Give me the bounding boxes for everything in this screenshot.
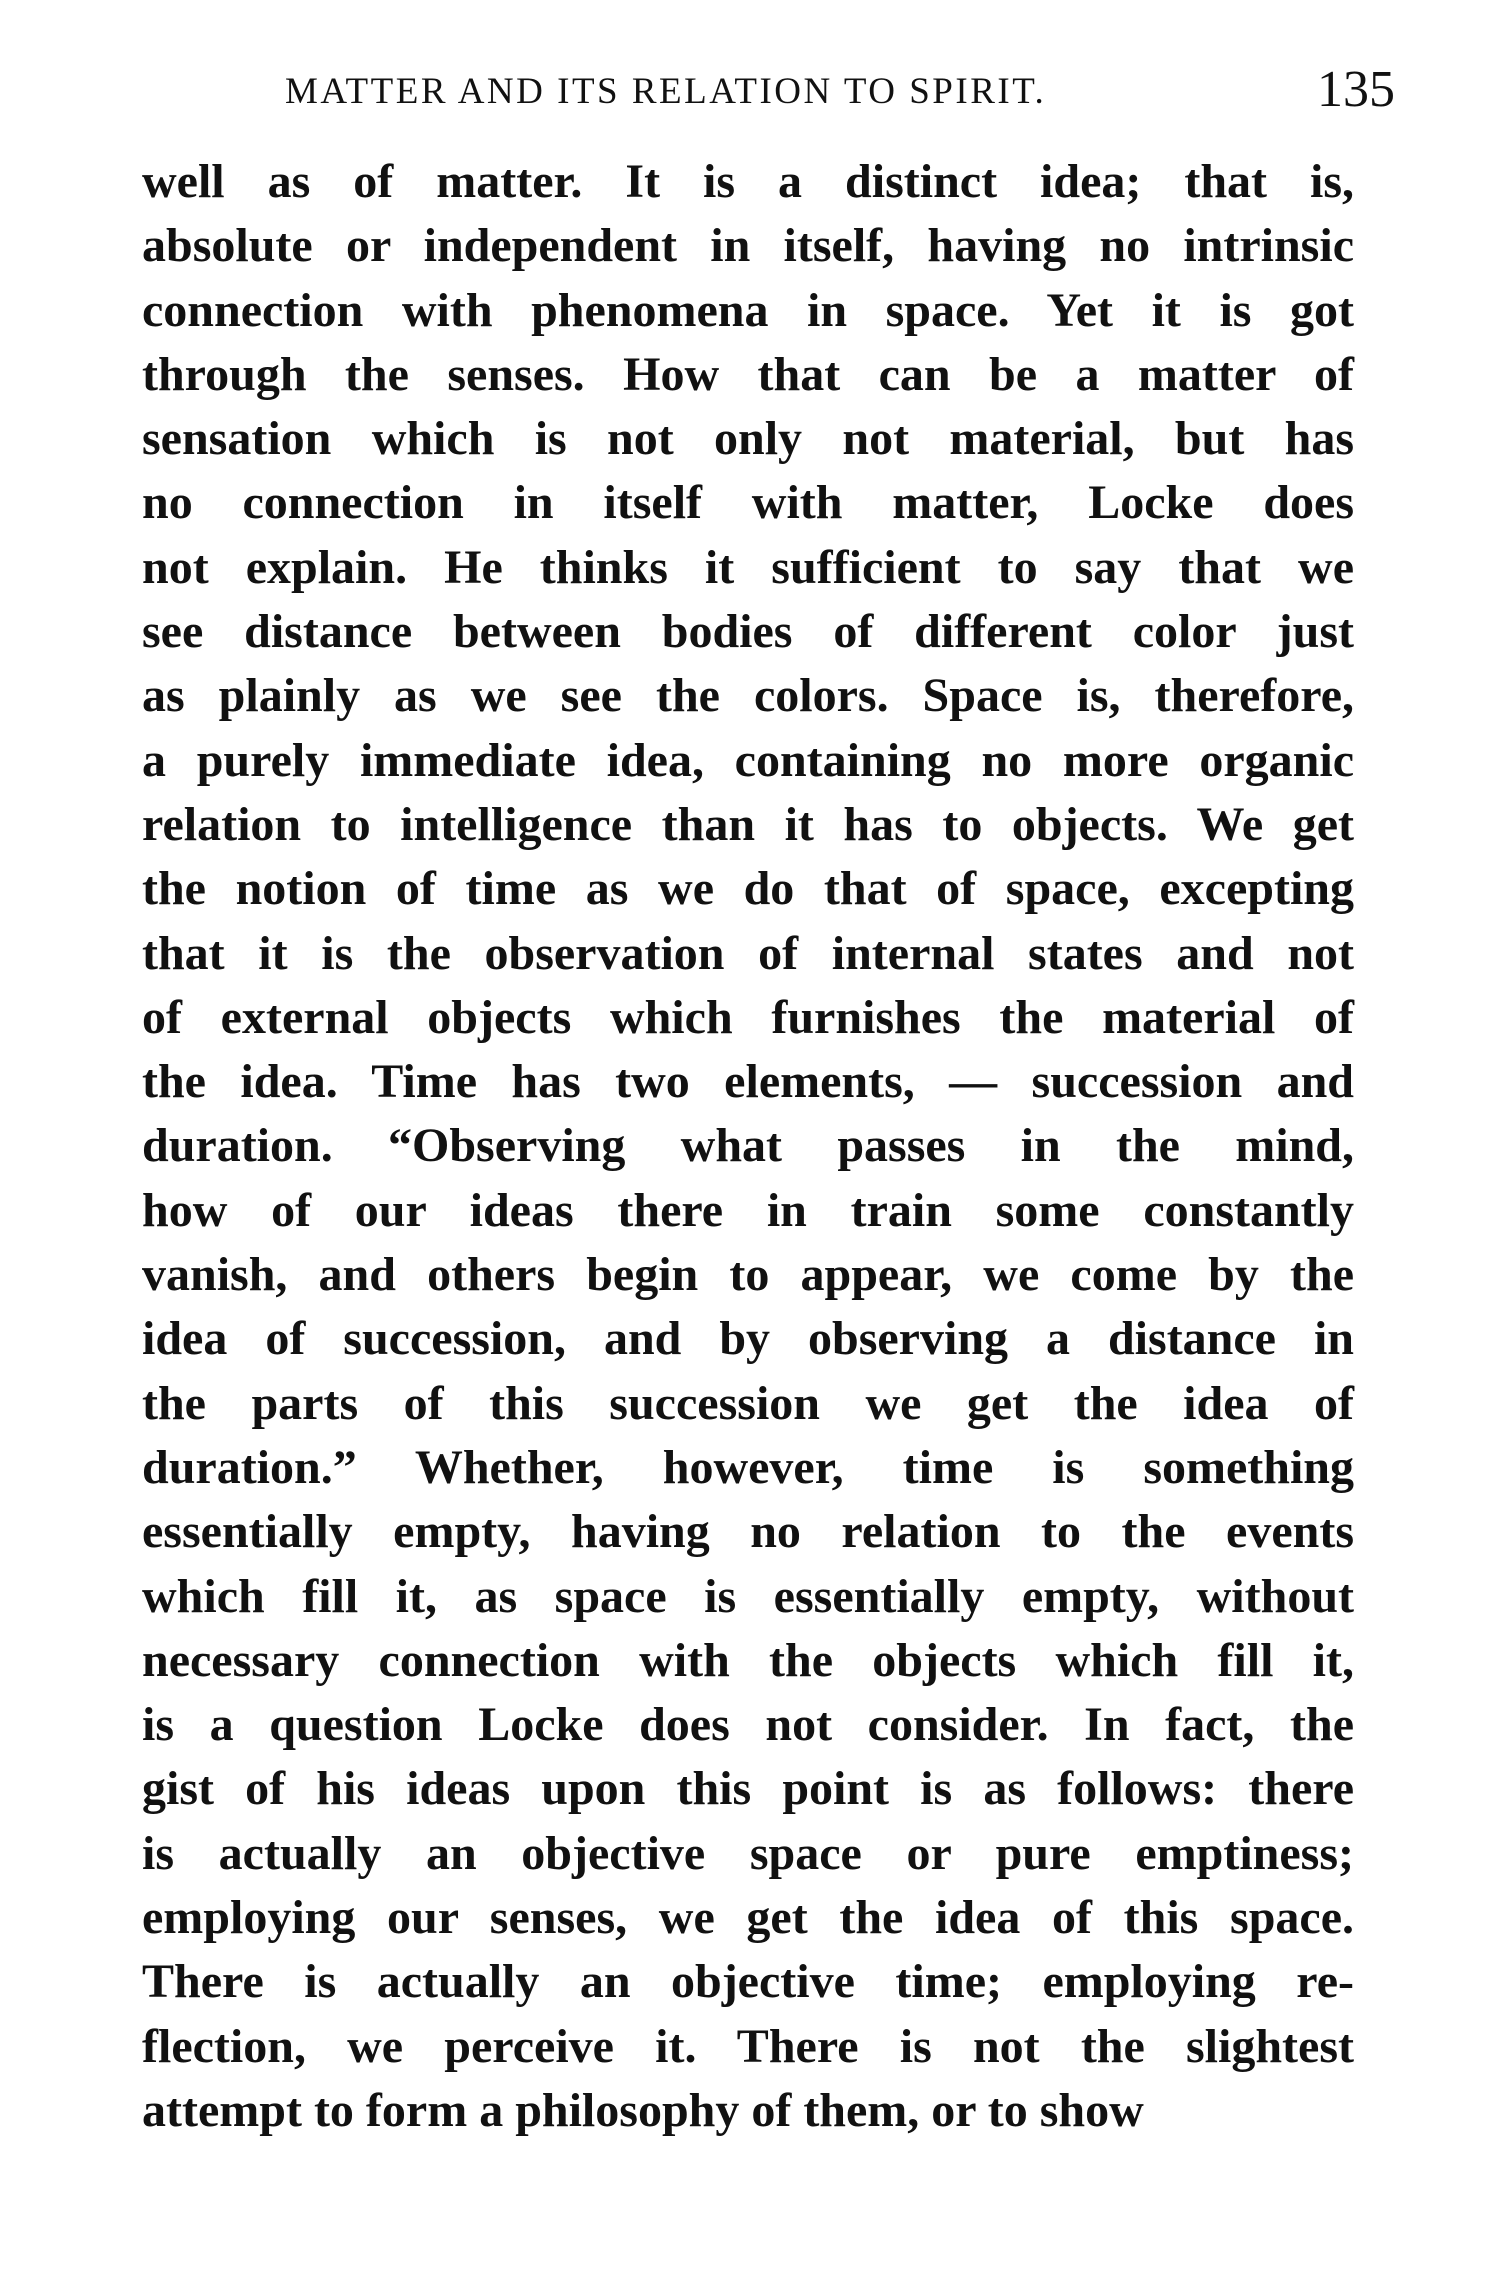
text-line: that it is the observation of internal states and not: [142, 926, 1354, 980]
body-text: [142, 150, 1354, 2143]
text-line: through the senses. How that can be a matter of: [142, 347, 1354, 401]
text-line: employing our senses, we get the idea of this space.: [142, 1891, 1354, 1945]
text-line: duration. “Observing what passes in the mind,: [142, 1119, 1354, 1173]
text-line: how of our ideas there in train some constantly: [142, 1183, 1354, 1237]
text-line: gist of his ideas upon this point is as follows: there: [142, 1762, 1354, 1816]
text-line: essentially empty, having no relation to the events: [142, 1505, 1354, 1559]
text-line: is a question Locke does not consider. In fact, the: [142, 1698, 1354, 1752]
text-line: flection, we perceive it. There is not the slightest: [142, 2019, 1354, 2073]
text-line: sensation which is not only not material, but has: [142, 412, 1354, 466]
running-title: MATTER AND ITS RELATION TO SPIRIT.: [285, 71, 1047, 112]
text-line: well as of matter. It is a distinct idea; that is,: [142, 155, 1354, 208]
text-line: absolute or independent in itself, having no intrinsic: [142, 219, 1354, 273]
text-line: necessary connection with the objects which fill it,: [142, 1633, 1354, 1687]
text-line: is actually an objective space or pure emptiness;: [142, 1826, 1354, 1880]
text-line: a purely immediate idea, containing no more organic: [142, 733, 1354, 787]
text-line: no connection in itself with matter, Locke does: [142, 476, 1354, 530]
text-line: connection with phenomena in space. Yet it is got: [142, 283, 1354, 337]
text-line: which fill it, as space is essentially empty, without: [142, 1569, 1354, 1623]
text-line: of external objects which furnishes the material of: [142, 990, 1354, 1044]
text-line: the parts of this succession we get the idea of: [142, 1376, 1354, 1430]
page-number: 135: [1317, 61, 1395, 118]
text-line: not explain. He thinks it sufficient to say that we: [142, 540, 1354, 594]
running-head: [285, 60, 1395, 120]
text-line: idea of succession, and by observing a distance in: [142, 1312, 1354, 1366]
text-line: duration.” Whether, however, time is something: [142, 1440, 1354, 1494]
text-line: There is actually an objective time; employing re-: [142, 1955, 1354, 2009]
text-line: relation to intelligence than it has to objects. We get: [142, 797, 1354, 851]
text-line: see distance between bodies of different color just: [142, 605, 1354, 659]
text-line: the idea. Time has two elements, — succession and: [142, 1055, 1354, 1109]
text-line: vanish, and others begin to appear, we come by the: [142, 1248, 1354, 1302]
text-line: the notion of time as we do that of space, excepting: [142, 862, 1354, 916]
text-line: attempt to form a philosophy of them, or to show: [142, 2083, 1144, 2137]
text-line: as plainly as we see the colors. Space is, therefore,: [142, 669, 1354, 723]
